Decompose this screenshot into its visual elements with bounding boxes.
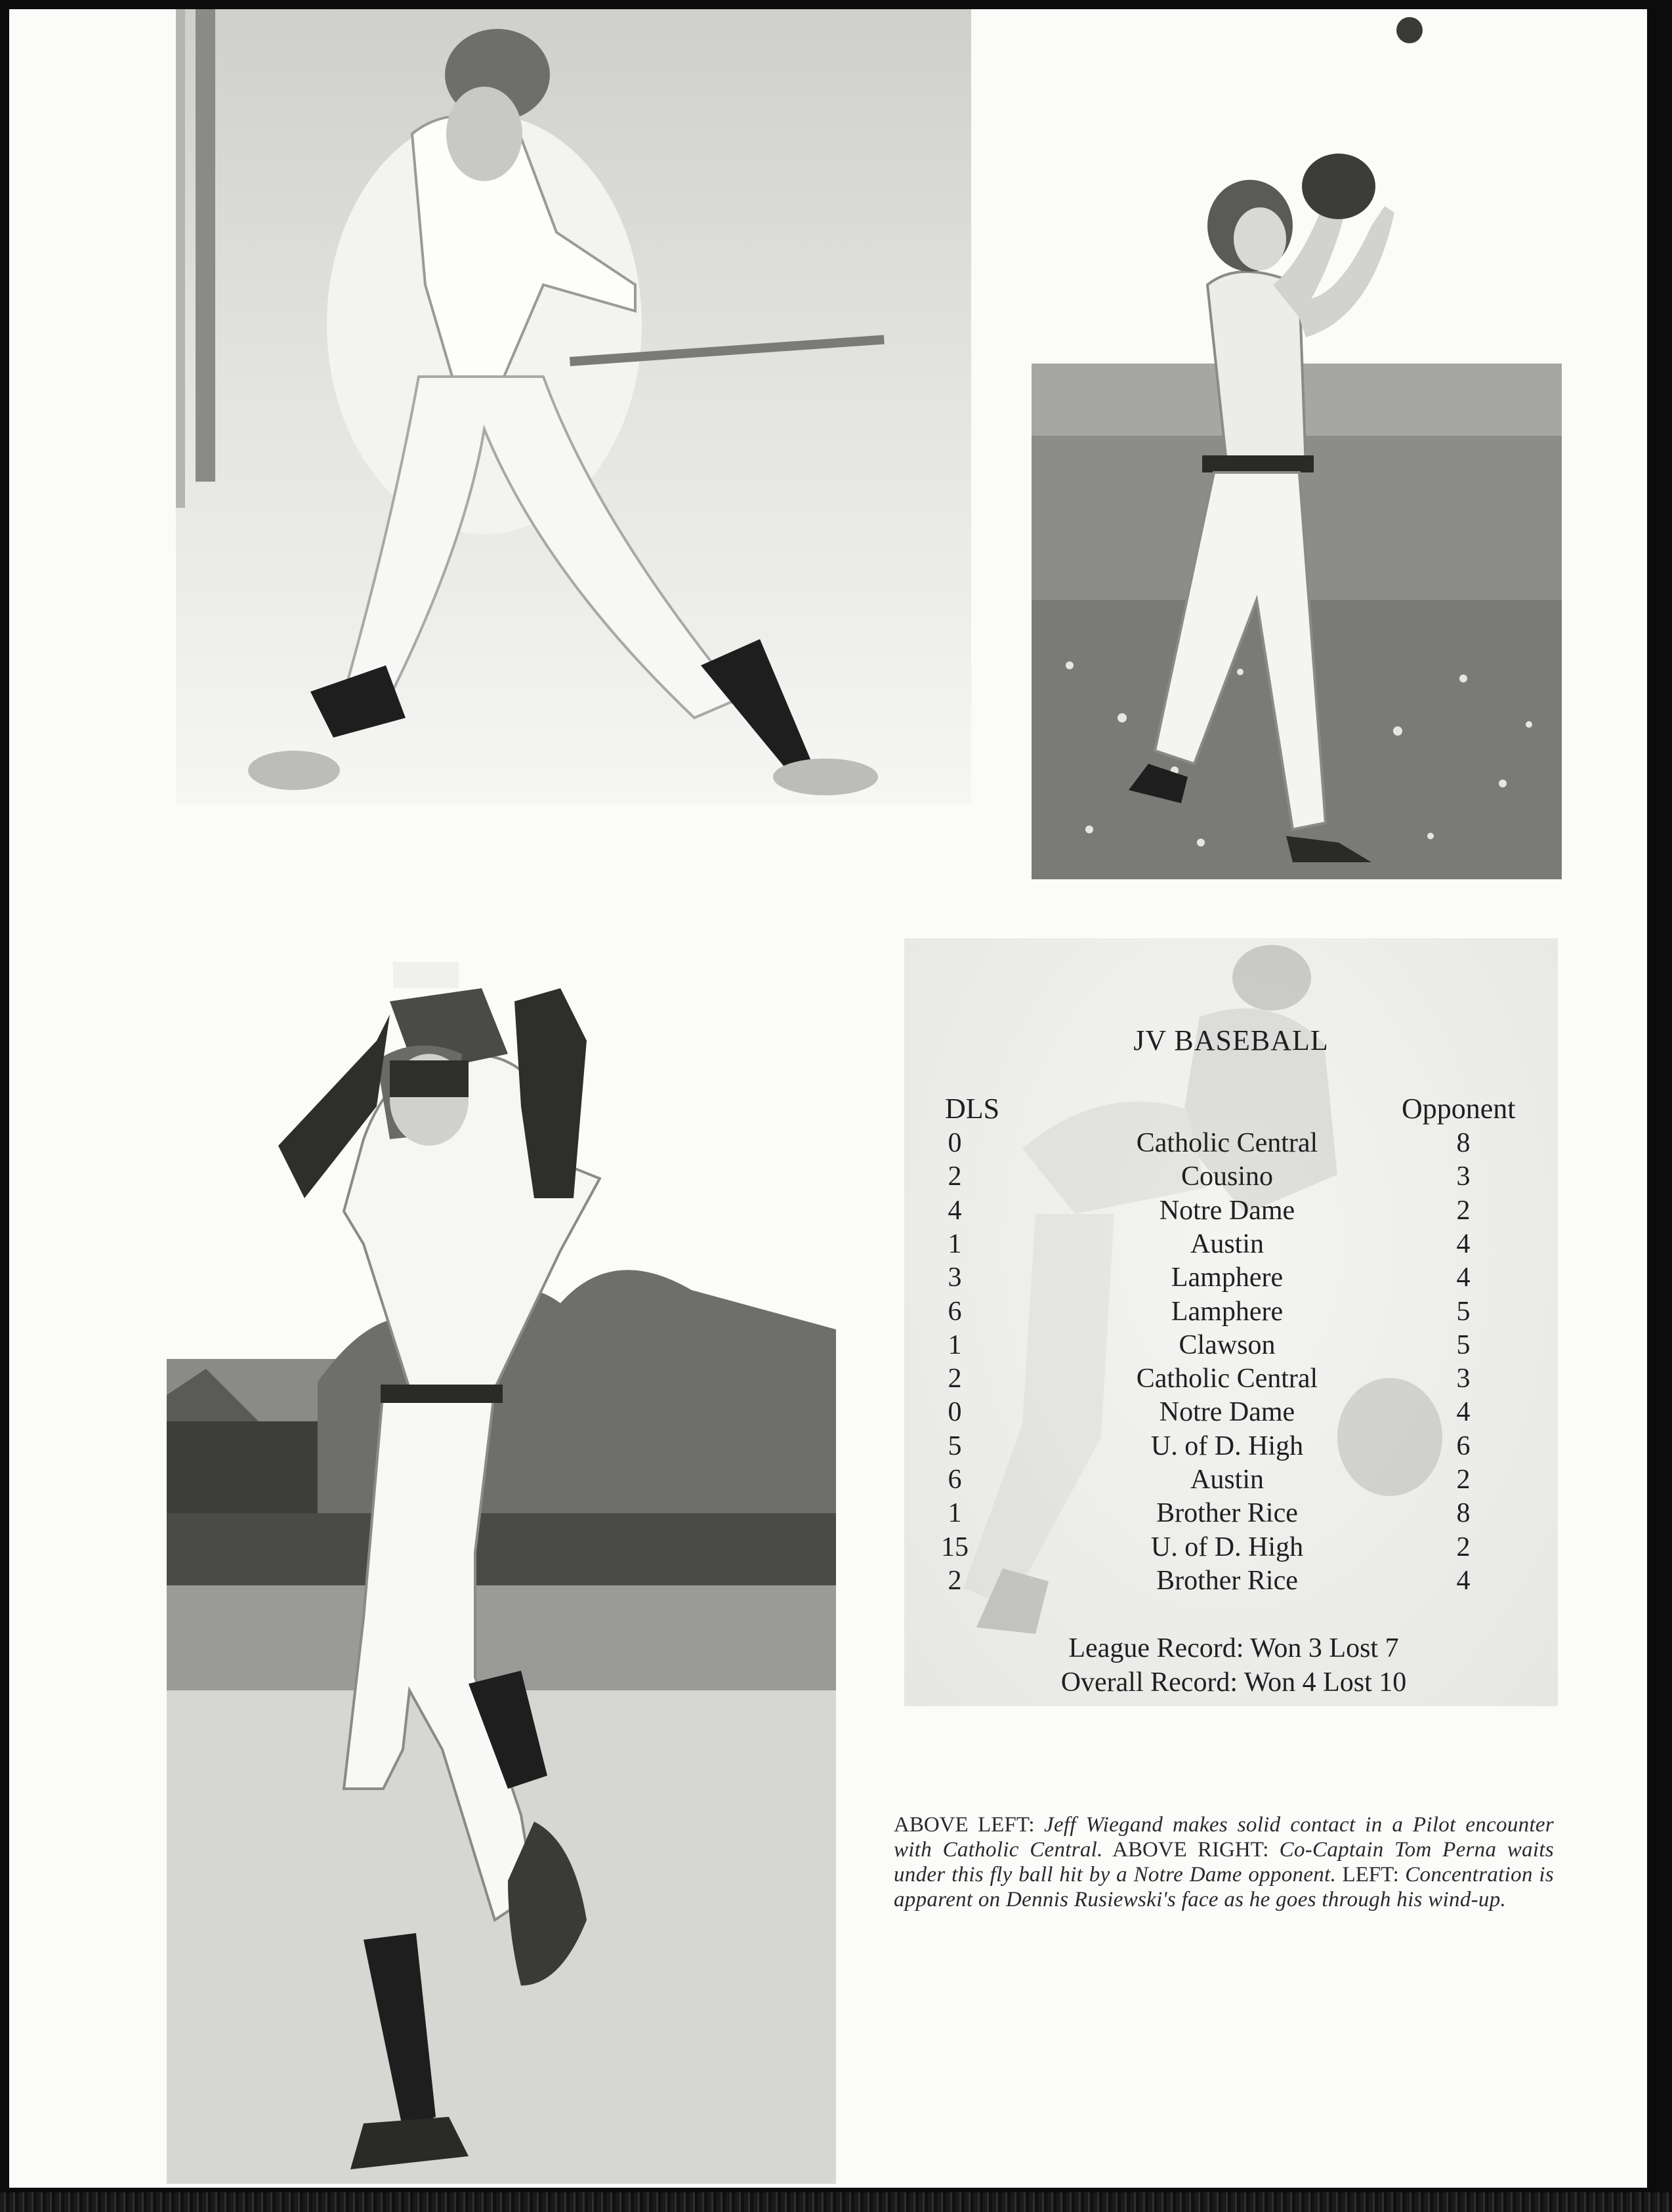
caption-label-above-right: ABOVE RIGHT: bbox=[1112, 1838, 1269, 1862]
opponent-name: Catholic Central bbox=[1136, 1364, 1318, 1394]
dls-score: 3 bbox=[948, 1263, 962, 1293]
caption-text-above-right: Co-Captain Tom Perna waits under this fly ball hit by a Notre Dame opponent. bbox=[894, 1838, 1555, 1887]
dls-score: 6 bbox=[948, 1465, 962, 1495]
dls-score: 15 bbox=[941, 1532, 969, 1562]
opponent-score: 6 bbox=[1456, 1431, 1471, 1461]
opponent-score: 5 bbox=[1456, 1297, 1471, 1327]
scoreboard-title: JV BASEBALL bbox=[1133, 1024, 1329, 1056]
opponent-name: Notre Dame bbox=[1159, 1196, 1295, 1226]
opponent-name: Cousino bbox=[1181, 1161, 1274, 1192]
dls-score: 1 bbox=[948, 1330, 962, 1360]
caption-text-left: Concentration is apparent on Dennis Rusiewski's face as he goes through his wind-up. bbox=[894, 1863, 1555, 1911]
caption-label-above-left: ABOVE LEFT: bbox=[894, 1813, 1035, 1837]
caption-text-above-left: Jeff Wiegand makes solid contact in a Pilot encounter with Catholic Central. bbox=[894, 1813, 1555, 1862]
opponent-name: U. of D. High bbox=[1150, 1532, 1304, 1562]
game-row bbox=[0, 1127, 1672, 1160]
opponent-score: 4 bbox=[1456, 1397, 1471, 1427]
opponent-score: 3 bbox=[1456, 1161, 1471, 1192]
opponent-score: 2 bbox=[1456, 1196, 1471, 1226]
game-row bbox=[0, 1396, 1672, 1429]
opponent-name: Lamphere bbox=[1171, 1297, 1284, 1327]
dls-score: 2 bbox=[948, 1364, 962, 1394]
game-row bbox=[0, 1195, 1672, 1228]
opponent-column-header: Opponent bbox=[1402, 1093, 1516, 1125]
opponent-score: 4 bbox=[1456, 1566, 1471, 1596]
dls-score: 2 bbox=[948, 1566, 962, 1596]
opponent-score: 5 bbox=[1456, 1330, 1471, 1360]
dls-score: 1 bbox=[948, 1498, 962, 1528]
opponent-score: 8 bbox=[1456, 1498, 1471, 1528]
dls-score: 0 bbox=[948, 1128, 962, 1158]
opponent-name: Notre Dame bbox=[1159, 1397, 1295, 1427]
opponent-score: 4 bbox=[1456, 1229, 1471, 1259]
game-row bbox=[0, 1228, 1672, 1261]
photo-batter-swinging bbox=[176, 9, 971, 803]
dls-column-header: DLS bbox=[945, 1093, 1000, 1125]
league-record: League Record: Won 3 Lost 7 bbox=[1068, 1633, 1399, 1663]
opponent-name: U. of D. High bbox=[1150, 1431, 1304, 1461]
overall-record: Overall Record: Won 4 Lost 10 bbox=[1060, 1667, 1407, 1698]
dls-score: 2 bbox=[948, 1161, 962, 1192]
opponent-name: Austin bbox=[1190, 1465, 1264, 1495]
opponent-score: 3 bbox=[1456, 1364, 1471, 1394]
game-row bbox=[0, 1565, 1672, 1598]
opponent-name: Catholic Central bbox=[1136, 1128, 1318, 1158]
game-row bbox=[0, 1497, 1672, 1530]
scan-film-edge bbox=[0, 2192, 1672, 2212]
game-row bbox=[0, 1161, 1672, 1194]
opponent-score: 2 bbox=[1456, 1532, 1471, 1562]
game-row bbox=[0, 1532, 1672, 1564]
caption-label-left: LEFT: bbox=[1342, 1863, 1399, 1887]
game-row bbox=[0, 1329, 1672, 1362]
opponent-score: 8 bbox=[1456, 1128, 1471, 1158]
game-row bbox=[0, 1262, 1672, 1295]
dls-score: 6 bbox=[948, 1297, 962, 1327]
opponent-name: Lamphere bbox=[1171, 1263, 1284, 1293]
game-row bbox=[0, 1296, 1672, 1329]
opponent-name: Brother Rice bbox=[1156, 1566, 1298, 1596]
dls-score: 4 bbox=[948, 1196, 962, 1226]
dls-score: 5 bbox=[948, 1431, 962, 1461]
photo-caption bbox=[894, 1812, 1554, 1912]
dls-score: 1 bbox=[948, 1229, 962, 1259]
opponent-score: 4 bbox=[1456, 1263, 1471, 1293]
photo-fly-ball-catch bbox=[1030, 9, 1562, 879]
opponent-name: Austin bbox=[1190, 1229, 1264, 1259]
game-row bbox=[0, 1363, 1672, 1396]
game-row bbox=[0, 1430, 1672, 1463]
opponent-score: 2 bbox=[1456, 1465, 1471, 1495]
opponent-name: Clawson bbox=[1179, 1330, 1276, 1360]
dls-score: 0 bbox=[948, 1397, 962, 1427]
game-row bbox=[0, 1464, 1672, 1497]
opponent-name: Brother Rice bbox=[1156, 1498, 1298, 1528]
